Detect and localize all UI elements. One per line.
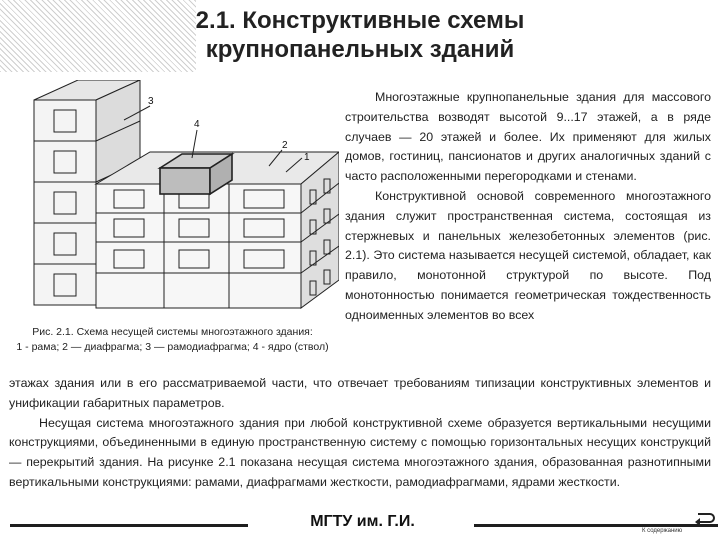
footer-rule-right [474,524,718,527]
figure-label-4: 4 [194,119,200,130]
paragraph-2-continuation: этажах здания или в его рассматриваемой части, что отвечает требованиям типизации конструктивных элементов и унификации габаритных параметров. [9,376,711,410]
title-line-2: крупнопанельных зданий [205,36,515,63]
paragraph-2: Конструктивной основой современного многоэтажного здания служит пространственная система, состоящая из стержневых и панельных железобетонных элементов (рис. 2.1). Это система называется несущей системой, обладает, как правило, монотонной структурой по высоте. Под монотонностью понимается геометрическая тождественность одноименных элементов во всех [345,188,711,322]
figure-label-1: 1 [304,152,310,163]
return-arrow-icon[interactable] [694,510,716,530]
text-full-width [9,374,711,493]
contents-link[interactable]: К содержанию [642,528,683,534]
figure-label-3: 3 [148,96,154,107]
footer-institution: МГТУ им. Г.И. [270,513,455,531]
slide-title [150,6,570,64]
caption-line-1: Рис. 2.1. Схема несущей системы многоэтажного здания: [32,326,313,338]
figure-label-2: 2 [282,140,288,151]
text-column-right [345,88,711,326]
paragraph-3: Несущая система многоэтажного здания при любой конструктивной схеме образуется вертикальными несущими конструкциями, объединенными в единую пространственную систему с помощью горизонтальных несущих конструкций — перекрытий здания. На рисунке 2.1 показана несущая система многоэтажного здания, образованная разнотипными вертикальными конструкциями: рамами, диафрагмами жесткости, рамодиафрагмами, ядрами жесткости. [9,415,711,489]
figure-caption [0,325,345,355]
title-line-1: 2.1. Конструктивные схемы [195,7,525,34]
building-diagram [14,80,339,328]
paragraph-1: Многоэтажные крупнопанельные здания для массового строительства возводят высотой 9...17 этажей, а в ряде случаев — 20 этажей и более. Их применяют для жилых домов, гостиниц, пансионатов и других аналогичных зданий с часто расположенными перегородками и стенами. [345,90,711,184]
caption-line-2: 1 - рама; 2 — диафрагма; 3 — рамодиафрагма; 4 - ядро (ствол) [16,341,329,353]
footer-rule-left [10,524,248,527]
